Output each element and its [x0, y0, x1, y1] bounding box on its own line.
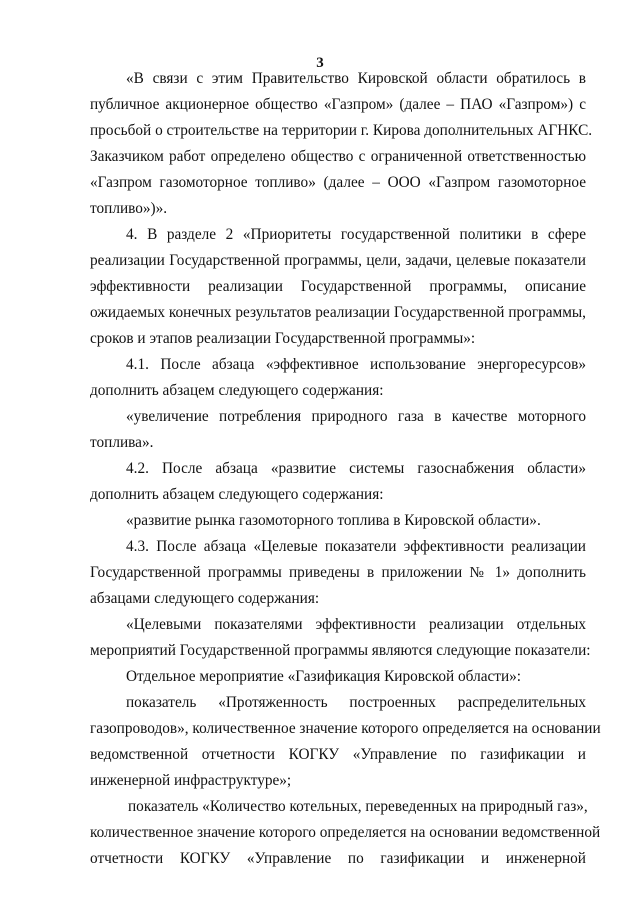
text-line: публичное акционерное общество «Газпром» (далее – ПАО «Газпром») с [90, 96, 586, 113]
text-line: ведомственной отчетности КОГКУ «Управление по газификации и [90, 746, 586, 763]
text-line: инженерной инфраструктуре»; [90, 772, 292, 789]
text-line: реализации Государственной программы, цели, задачи, целевые показатели [90, 252, 586, 269]
page-number: 3 [316, 55, 324, 71]
text-line: показатель «Протяженность построенных распределительных [126, 694, 586, 711]
text-line: мероприятий Государственной программы являются следующие показатели: [90, 642, 591, 659]
text-line: «увеличение потребления природного газа в качестве моторного [126, 408, 586, 425]
text-line: 4.3. После абзаца «Целевые показатели эффективности реализации [126, 538, 586, 555]
text-line: сроков и этапов реализации Государственной программы»: [90, 330, 476, 347]
text-line: количественное значение которого определяется на основании ведомственной [90, 824, 601, 841]
text-line: отчетности КОГКУ «Управление по газификации и инженерной [90, 850, 586, 867]
text-line: «Газпром газомоторное топливо» (далее – ООО «Газпром газомоторное [90, 174, 586, 191]
text-line: Отдельное мероприятие «Газификация Кировской области»: [126, 668, 522, 685]
text-line: газопроводов», количественное значение которого определяется на основании [90, 720, 601, 737]
text-line: дополнить абзацем следующего содержания: [90, 382, 384, 399]
text-line: «Целевыми показателями эффективности реализации отдельных [126, 616, 586, 633]
text-line: Государственной программы приведены в приложении № 1» дополнить [90, 564, 586, 581]
text-line: «развитие рынка газомоторного топлива в Кировской области». [126, 512, 541, 529]
text-line: эффективности реализации Государственной программы, описание [90, 278, 586, 295]
text-line: топлива». [90, 434, 154, 451]
text-line: показатель «Количество котельных, переведенных на природный газ», [128, 798, 588, 815]
text-line: дополнить абзацем следующего содержания: [90, 486, 384, 503]
text-line: «В связи с этим Правительство Кировской области обратилось в [126, 70, 586, 87]
text-line: абзацами следующего содержания: [90, 590, 320, 607]
text-line: 4.2. После абзаца «развитие системы газоснабжения области» [126, 460, 586, 477]
text-line: 4. В разделе 2 «Приоритеты государственной политики в сфере [126, 226, 586, 243]
text-line: 4.1. После абзаца «эффективное использование энергоресурсов» [126, 356, 586, 373]
text-line: ожидаемых конечных результатов реализации Государственной программы, [90, 304, 586, 321]
text-line: топливо»)». [90, 200, 168, 217]
text-line: Заказчиком работ определено общество с ограниченной ответственностью [90, 148, 586, 165]
text-line: просьбой о строительстве на территории г. Кирова дополнительных АГНКС. [90, 122, 593, 139]
